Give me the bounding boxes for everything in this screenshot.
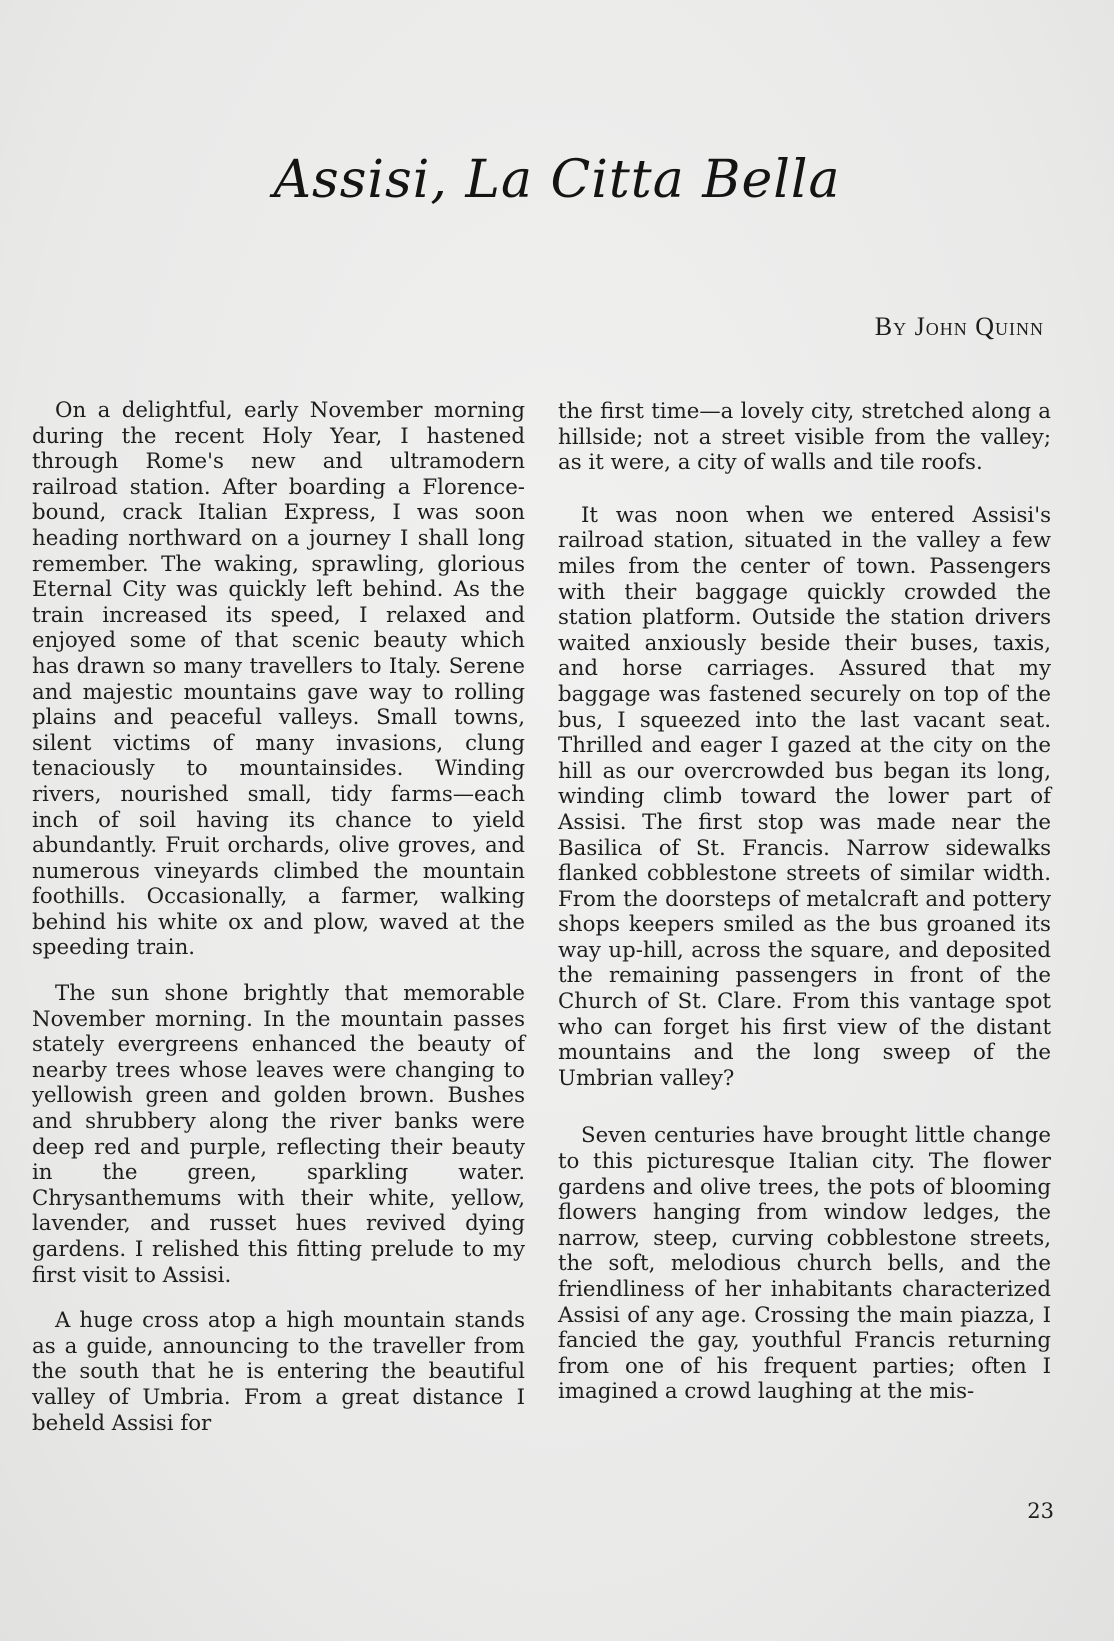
left-column xyxy=(32,398,525,1436)
paragraph: A huge cross atop a high mountain stands as a guide, announcing to the traveller from the south that he is entering the beautiful valley of Umbria. From a great distance I beheld Assisi for xyxy=(32,1308,525,1436)
paragraph: Seven centuries have brought little change to this picturesque Italian city. The flower gardens and olive trees, the pots of blooming flowers hanging from window ledges, the narrow, steep, curving cobblestone streets, the soft, melodious church bells, and the friendliness of her inhabitants characterized Assisi of any age. Crossing the main piazza, I fancied the gay, youthful Francis returning from one of his frequent parties; often I imagined a crowd laughing at the mis- xyxy=(558,1123,1051,1405)
paragraph: It was noon when we entered Assisi's railroad station, situated in the valley a few miles from the center of town. Passengers with their baggage quickly crowded the station platform. Outside the station drivers waited anxiously beside their buses, taxis, and horse carriages. Assured that my baggage was fastened securely on top of the bus, I squeezed into the last vacant seat. Thrilled and eager I gazed at the city on the hill as our overcrowded bus began its long, winding climb toward the lower part of Assisi. The first stop was made near the Basilica of St. Francis. Narrow sidewalks flanked cobblestone streets of similar width. From the doorsteps of metalcraft and pottery shops keepers smiled as the bus groaned its way up-hill, across the square, and deposited the remaining passengers in front of the Church of St. Clare. From this vantage spot who can forget his first view of the distant mountains and the long sweep of the Umbrian valley? xyxy=(558,502,1051,1091)
right-column xyxy=(558,399,1051,1405)
article-title: Assisi, La Citta Bella xyxy=(273,150,841,210)
paragraph: The sun shone brightly that memorable November morning. In the mountain passes stately evergreens enhanced the beauty of nearby trees whose leaves were changing to yellowish green and golden brown. Bushes and shrubbery along the river banks were deep red and purple, reflecting their beauty in the green, sparkling water. Chrysanthemums with their white, yellow, lavender, and russet hues revived dying gardens. I relished this fitting prelude to my first visit to Assisi. xyxy=(32,981,525,1288)
paragraph: On a delightful, early November morning during the recent Holy Year, I hastened through Rome's new and ultramodern railroad station. After boarding a Florence-bound, crack Italian Express, I was soon heading northward on a journey I shall long remember. The waking, sprawling, glorious Eternal City was quickly left behind. As the train increased its speed, I relaxed and enjoyed some of that scenic beauty which has drawn so many travellers to Italy. Serene and majestic mountains gave way to rolling plains and peaceful valleys. Small towns, silent victims of many invasions, clung tenaciously to mountainsides. Winding rivers, nourished small, tidy farms—each inch of soil having its chance to yield abundantly. Fruit orchards, olive groves, and numerous vineyards climbed the mountain foothills. Occasionally, a farmer, walking behind his white ox and plow, waved at the speeding train. xyxy=(32,398,525,961)
paragraph: the first time—a lovely city, stretched along a hillside; not a street visible from the valley; as it were, a city of walls and tile roofs. xyxy=(558,399,1051,476)
page-number: 23 xyxy=(1027,1499,1054,1523)
article-byline: By John Quinn xyxy=(874,312,1044,341)
